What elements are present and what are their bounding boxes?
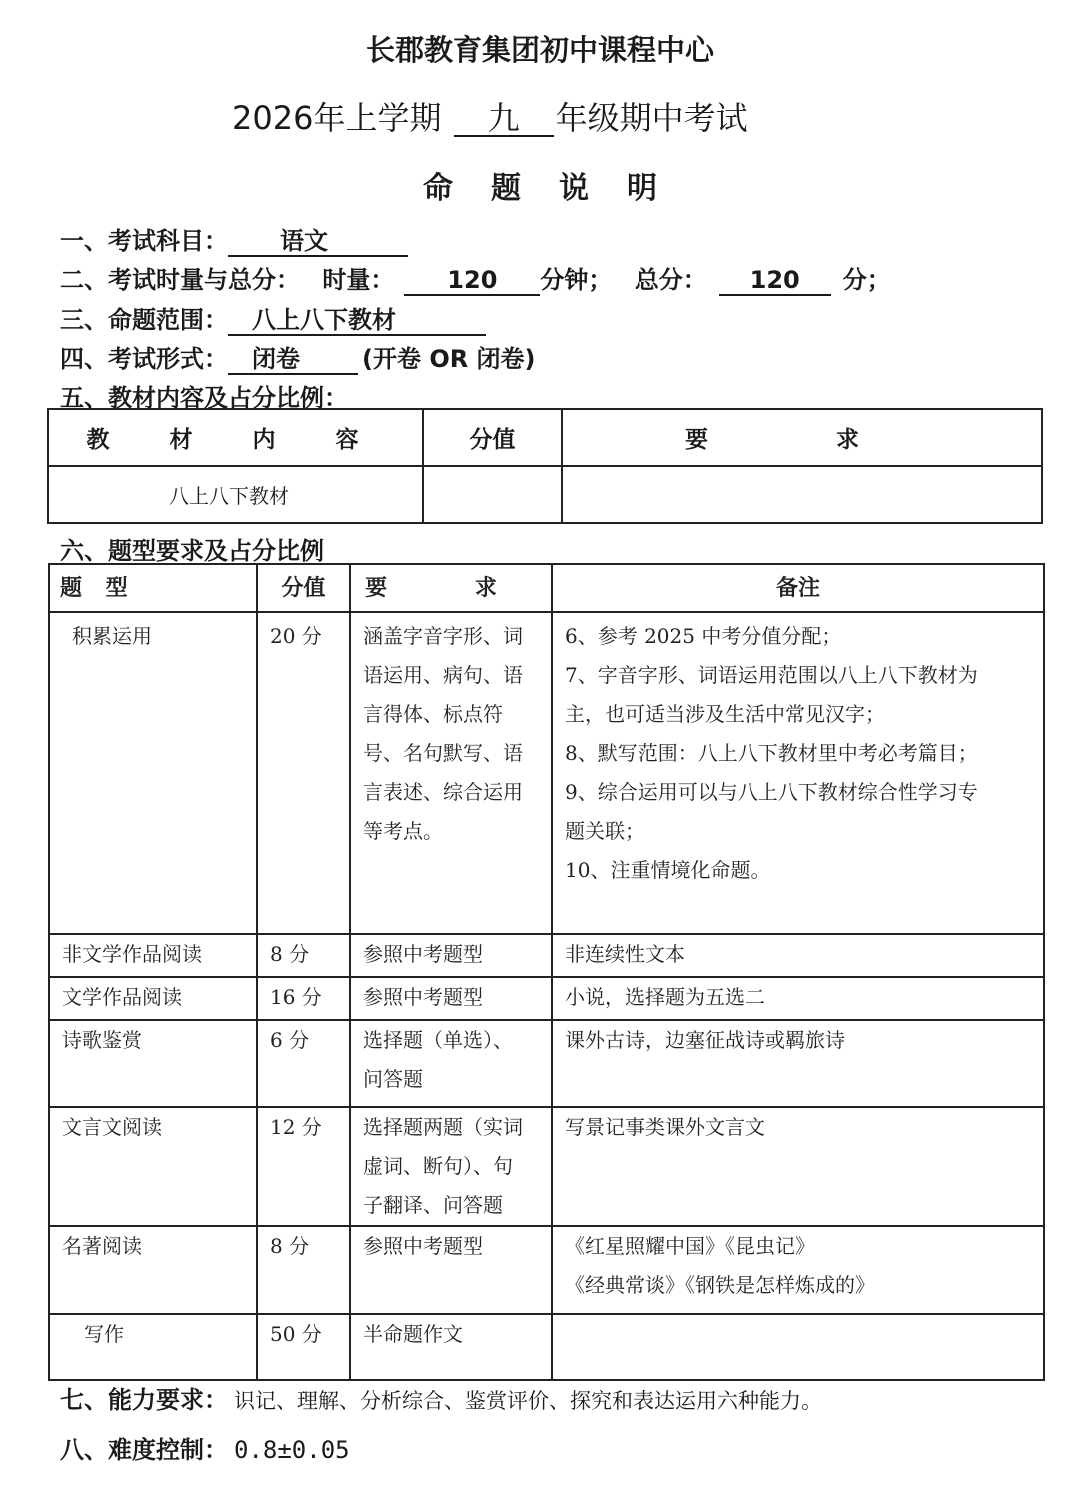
row-note-line: 6、参考 2025 中考分值分配；: [565, 624, 842, 648]
row-note-line: 10、注重情境化命题。: [565, 858, 771, 882]
row-req-line: 号、名句默写、语: [363, 741, 523, 765]
row-note-line: 9、综合运用可以与八上八下教材综合性学习专: [565, 780, 978, 804]
row-req-line: 选择题两题（实词: [363, 1115, 523, 1139]
time-value: 120: [404, 266, 540, 296]
score-value: 120: [719, 266, 831, 296]
type-header-note: 备注: [552, 564, 1044, 612]
row-note-line: 非连续性文本: [565, 942, 685, 966]
row-req-line: 言表述、综合运用: [363, 780, 523, 804]
row-req-line: 问答题: [363, 1067, 423, 1091]
row-type: 文学作品阅读: [62, 985, 182, 1009]
difficulty-value: 0.8±0.05: [234, 1436, 350, 1464]
row-type: 文言文阅读: [62, 1115, 162, 1139]
format-note: (开卷 OR 闭卷): [362, 345, 536, 373]
item-subject: [60, 221, 408, 257]
row-note-line: 小说，选择题为五选二: [565, 985, 765, 1009]
row-note-line: 主，也可适当涉及生活中常见汉字；: [565, 702, 885, 726]
content-header-score: 分值: [423, 409, 562, 466]
item-ability: [60, 1380, 822, 1415]
row-note-line: 题关联；: [565, 819, 645, 843]
content-cell-requirement: [562, 466, 1042, 523]
time-label: 时量：: [322, 266, 395, 294]
question-type-table: [48, 563, 1045, 1381]
types-heading: 六、题型要求及占分比例: [60, 537, 324, 565]
row-note-line: 《经典常谈》《钢铁是怎样炼成的》: [565, 1273, 875, 1297]
ability-value: 识记、理解、分析综合、鉴赏评价、探究和表达运用六种能力。: [234, 1389, 822, 1413]
row-req-line: 参照中考题型: [363, 1234, 483, 1258]
row-req-line: 虚词、断句）、句: [363, 1154, 513, 1178]
format-label: 四、考试形式：: [60, 345, 228, 373]
row-note-line: 8、默写范围：八上八下教材里中考必考篇目；: [565, 741, 978, 765]
row-note-line: 写景记事类课外文言文: [565, 1115, 765, 1139]
row-type: 名著阅读: [62, 1234, 142, 1258]
ability-label: 七、能力要求：: [60, 1386, 228, 1414]
type-header-score: 分值: [257, 564, 350, 612]
item-format: [60, 339, 536, 375]
type-header-requirement: 要 求: [350, 564, 552, 612]
row-req-line: 半命题作文: [363, 1322, 463, 1346]
row-type: 诗歌鉴赏: [62, 1028, 142, 1052]
row-score: 12 分: [270, 1115, 322, 1139]
row-req-line: 选择题（单选）、: [363, 1028, 513, 1052]
duration-label: 二、考试时量与总分：: [60, 266, 300, 294]
scope-value: 八上八下教材: [228, 306, 486, 336]
row-score: 8 分: [270, 942, 310, 966]
row-score: 8 分: [270, 1234, 310, 1258]
row-type: 积累运用: [72, 624, 152, 648]
row-note-line: 《红星照耀中国》《昆虫记》: [565, 1234, 815, 1258]
time-unit: 分钟；: [540, 266, 613, 294]
row-score: 50 分: [270, 1322, 322, 1346]
table-row: [49, 1226, 1044, 1314]
format-value: 闭卷: [228, 345, 358, 375]
type-header-type: 题 型: [49, 564, 257, 612]
document-title: 命题说明: [423, 171, 695, 206]
row-score: 6 分: [270, 1028, 310, 1052]
row-req-line: 子翻译、问答题: [363, 1193, 503, 1217]
row-note-line: 课外古诗，边塞征战诗或羁旅诗: [565, 1028, 845, 1052]
scope-label: 三、命题范围：: [60, 306, 228, 334]
subject-label: 一、考试科目：: [60, 227, 228, 255]
term-text: 2026年上学期: [232, 99, 442, 137]
row-type: 非文学作品阅读: [62, 942, 202, 966]
content-heading: 五、教材内容及占分比例：: [60, 384, 348, 412]
item-duration: [60, 260, 891, 296]
row-score: 20 分: [270, 624, 322, 648]
table-row: [49, 1020, 1044, 1107]
row-note-line: 7、字音字形、词语运用范围以八上八下教材为: [565, 663, 978, 687]
table-row: [49, 1107, 1044, 1226]
score-label: 总分：: [634, 266, 707, 294]
subject-value: 语文: [228, 227, 408, 257]
table-row: [49, 977, 1044, 1020]
exam-suffix: 年级期中考试: [555, 99, 748, 137]
score-unit: 分；: [842, 266, 891, 294]
row-req-line: 等考点。: [363, 819, 443, 843]
row-req-line: 语运用、病句、语: [363, 663, 523, 687]
row-req-line: 言得体、标点符: [363, 702, 503, 726]
item-difficulty: [60, 1430, 350, 1465]
row-req-line: 参照中考题型: [363, 942, 483, 966]
content-header-material: 教 材 内 容: [48, 409, 423, 466]
content-table: [47, 408, 1043, 524]
exam-title-line: [232, 93, 748, 139]
content-header-requirement: 要 求: [562, 409, 1042, 466]
difficulty-label: 八、难度控制：: [60, 1436, 228, 1464]
content-cell-score: [423, 466, 562, 523]
row-type: 写作: [84, 1322, 124, 1346]
table-row: [49, 612, 1044, 934]
row-score: 16 分: [270, 985, 322, 1009]
table-row: [49, 1314, 1044, 1380]
grade-blank: 九: [454, 101, 554, 137]
item-scope: [60, 300, 486, 336]
content-cell-material: 八上八下教材: [48, 466, 423, 523]
row-req-line: 参照中考题型: [363, 985, 483, 1009]
organization-title: 长郡教育集团初中课程中心: [365, 33, 714, 67]
table-row: [49, 934, 1044, 977]
row-req-line: 涵盖字音字形、词: [363, 624, 523, 648]
